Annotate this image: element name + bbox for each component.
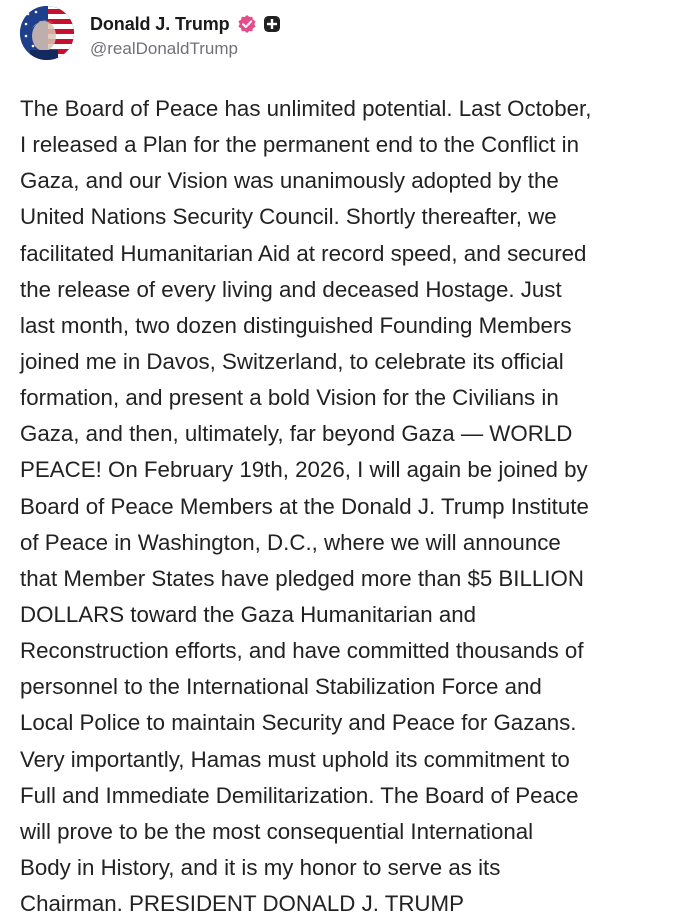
post-body [20, 91, 670, 922]
post-line: formation, and present a bold Vision for the Civilians in [20, 385, 559, 411]
post-line: that Member States have pledged more than $5 BILLION [20, 565, 584, 591]
post-line: Gaza, and then, ultimately, far beyond Gaza — WORLD [20, 421, 573, 447]
post-line: will prove to be the most consequential International [20, 818, 534, 844]
avatar-flag-portrait-icon [20, 6, 74, 60]
post-line: Chairman. PRESIDENT DONALD J. TRUMP [20, 891, 464, 917]
plus-badge-icon [263, 15, 281, 33]
verified-badge-icon [237, 14, 257, 34]
post-line: PEACE! On February 19th, 2026, I will again be joined by [20, 457, 588, 483]
post-line: the release of every living and deceased Hostage. Just [20, 276, 562, 302]
post-line: facilitated Humanitarian Aid at record speed, and secured [20, 240, 587, 266]
post-line: Body in History, and it is my honor to serve as its [20, 854, 501, 880]
post-line: Very importantly, Hamas must uphold its commitment to [20, 746, 570, 772]
post-line: of Peace in Washington, D.C., where we will announce [20, 529, 561, 555]
post-line: joined me in Davos, Switzerland, to celebrate its official [20, 348, 564, 374]
name-row [90, 11, 281, 37]
avatar[interactable] [20, 6, 74, 60]
user-handle[interactable]: @realDonaldTrump [90, 39, 238, 58]
post-line: Local Police to maintain Security and Peace for Gazans. [20, 710, 577, 736]
post-line: last month, two dozen distinguished Founding Members [20, 312, 572, 338]
display-name[interactable]: Donald J. Trump [90, 13, 230, 34]
post-line: personnel to the International Stabilization Force and [20, 674, 542, 700]
post-line: I released a Plan for the permanent end to the Conflict in [20, 132, 580, 158]
post-line: The Board of Peace has unlimited potential. Last October, [20, 96, 592, 121]
post-line: Board of Peace Members at the Donald J. Trump Institute [20, 493, 589, 519]
post-header [20, 6, 660, 62]
post-line: Reconstruction efforts, and have committed thousands of [20, 638, 584, 664]
post-line: DOLLARS toward the Gaza Humanitarian and [20, 601, 477, 627]
post-line: Gaza, and our Vision was unanimously adopted by the [20, 168, 559, 194]
post-line: United Nations Security Council. Shortly thereafter, we [20, 204, 557, 230]
post-line: Full and Immediate Demilitarization. The Board of Peace [20, 782, 579, 808]
